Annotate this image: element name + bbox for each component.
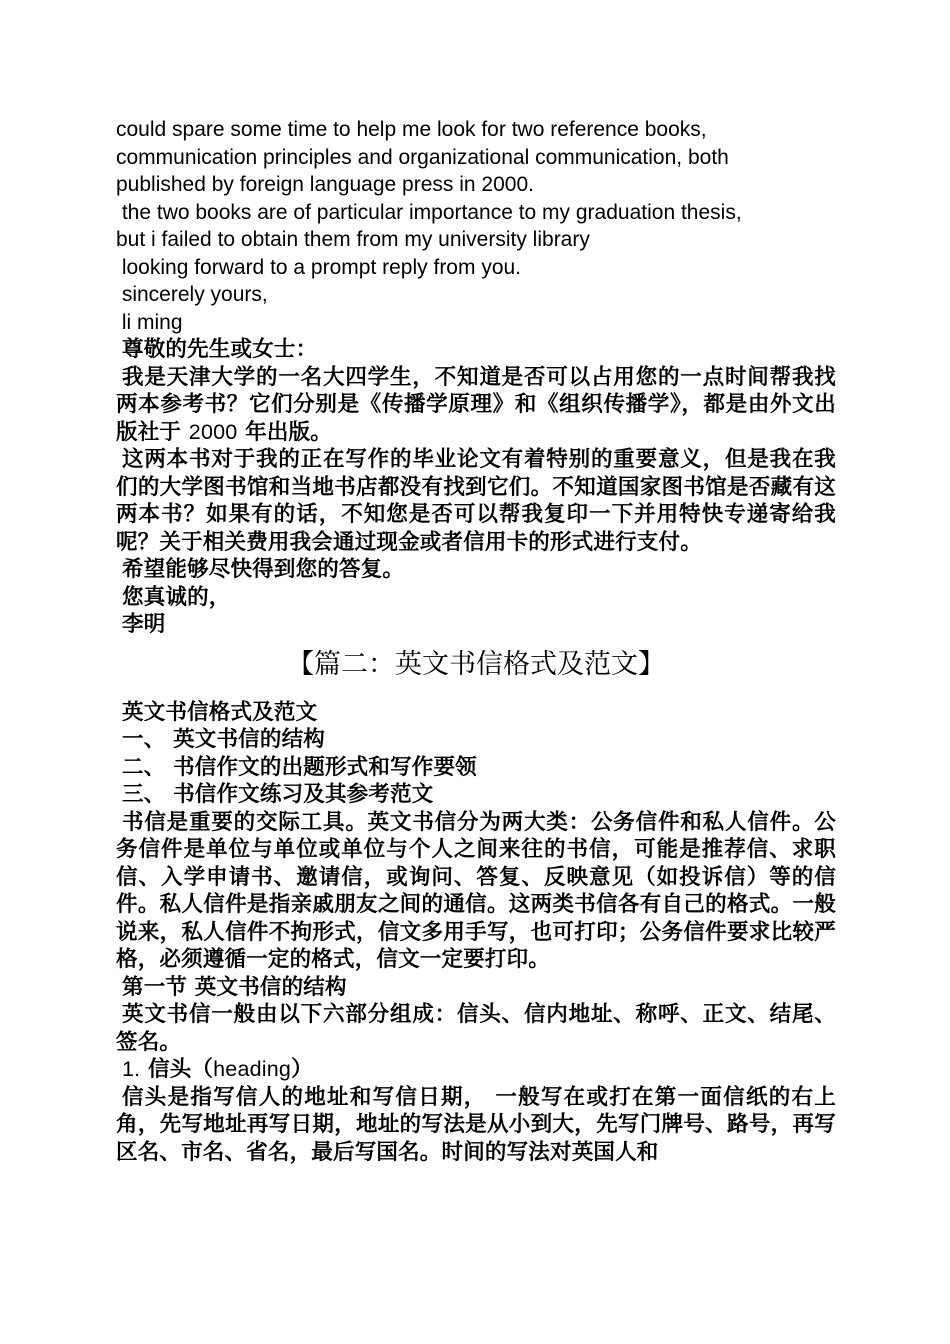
letter-zh-signoff: 您真诚的， [122,584,231,610]
item-number: 1. [122,1057,141,1081]
letter-en-line-1: could spare some time to help me look for two reference books, [116,118,707,141]
item-label-close: ） [291,1057,313,1082]
section-title: 英文书信格式及范文 [122,699,318,725]
letter-zh-signature: 李明 [122,612,166,637]
outline-item-1: 一、 英文书信的结构 [122,727,325,752]
item-label-en: heading [213,1057,292,1081]
letter-zh-para1-text-a: 我是天津大学的一名大四学生，不知道是否可以占用您的一点时间帮我找两本参考书？它们分别是《传播学原理》和《组织传播学》，都是由外文出版社于 [116,364,836,445]
section-heading: 【篇二：英文书信格式及范文】 [287,648,665,680]
letter-zh-paragraph-1 [116,364,836,447]
letter-zh-closing: 希望能够尽快得到您的答复。 [122,557,405,582]
letter-en-signoff: sincerely yours, [116,283,268,306]
structure-paragraph: 英文书信一般由以下六部分组成：信头、信内地址、称呼、正文、结尾、签名。 [116,1002,836,1055]
item-label: 信头（ [148,1057,214,1082]
document-content [116,116,836,1166]
letter-en-signature: li ming [116,310,183,334]
letter-zh-para1-year: 2000 [188,419,238,444]
letter-en-para2-line-1: the two books are of particular importance to my graduation thesis, [116,200,742,224]
letter-en-closing: looking forward to a prompt reply from you. [116,255,522,279]
letter-zh-para1-text-b: 年出版。 [237,419,332,445]
letter-en-line-3: published by foreign language press in 2000. [116,173,534,196]
outline-item-2: 二、 书信作文的出题形式和写作要领 [122,754,477,780]
intro-paragraph: 书信是重要的交际工具。英文书信分为两大类：公务信件和私人信件。公务信件是单位与单位或单位与个人之间来往的书信，可能是推荐信、求职信、入学申请书、邀请信，或询问、答复、反映意见（如投诉信）等的信件。私人信件是指亲戚朋友之间的通信。这两类书信各有自己的格式。一般说来，私人信件不拘形式，信文多用手写，也可打印；公务信件要求比较严格，必须遵循一定的格式，信文一定要打印。 [116,809,836,972]
chapter-title: 第一节 英文书信的结构 [122,974,347,1000]
heading-description: 信头是指写信人的地址和写信日期， 一般写在或打在第一面信纸的右上角，先写地址再写日期，地址的写法是从小到大，先写门牌号、路号，再写区名、市名、省名，最后写国名。时间的写法对英国人和 [116,1084,836,1165]
outline-item-3: 三、 书信作文练习及其参考范文 [122,782,434,807]
letter-zh-paragraph-2: 这两本书对于我的正在写作的毕业论文有着特别的重要意义，但是我在我们的大学图书馆和当地书店都没有找到它们。不知道国家图书馆是否藏有这两本书？如果有的话，不知您是否可以帮我复印一下并用特快专递寄给我呢？关于相关费用我会通过现金或者信用卡的形式进行支付。 [116,447,836,555]
item-heading-1 [116,1056,836,1084]
letter-en-line-2: communication principles and organizational communication, both [116,145,729,169]
letter-en-para2-line-2: but i failed to obtain them from my university library [116,228,590,251]
letter-zh-salutation: 尊敬的先生或女士： [122,337,318,362]
